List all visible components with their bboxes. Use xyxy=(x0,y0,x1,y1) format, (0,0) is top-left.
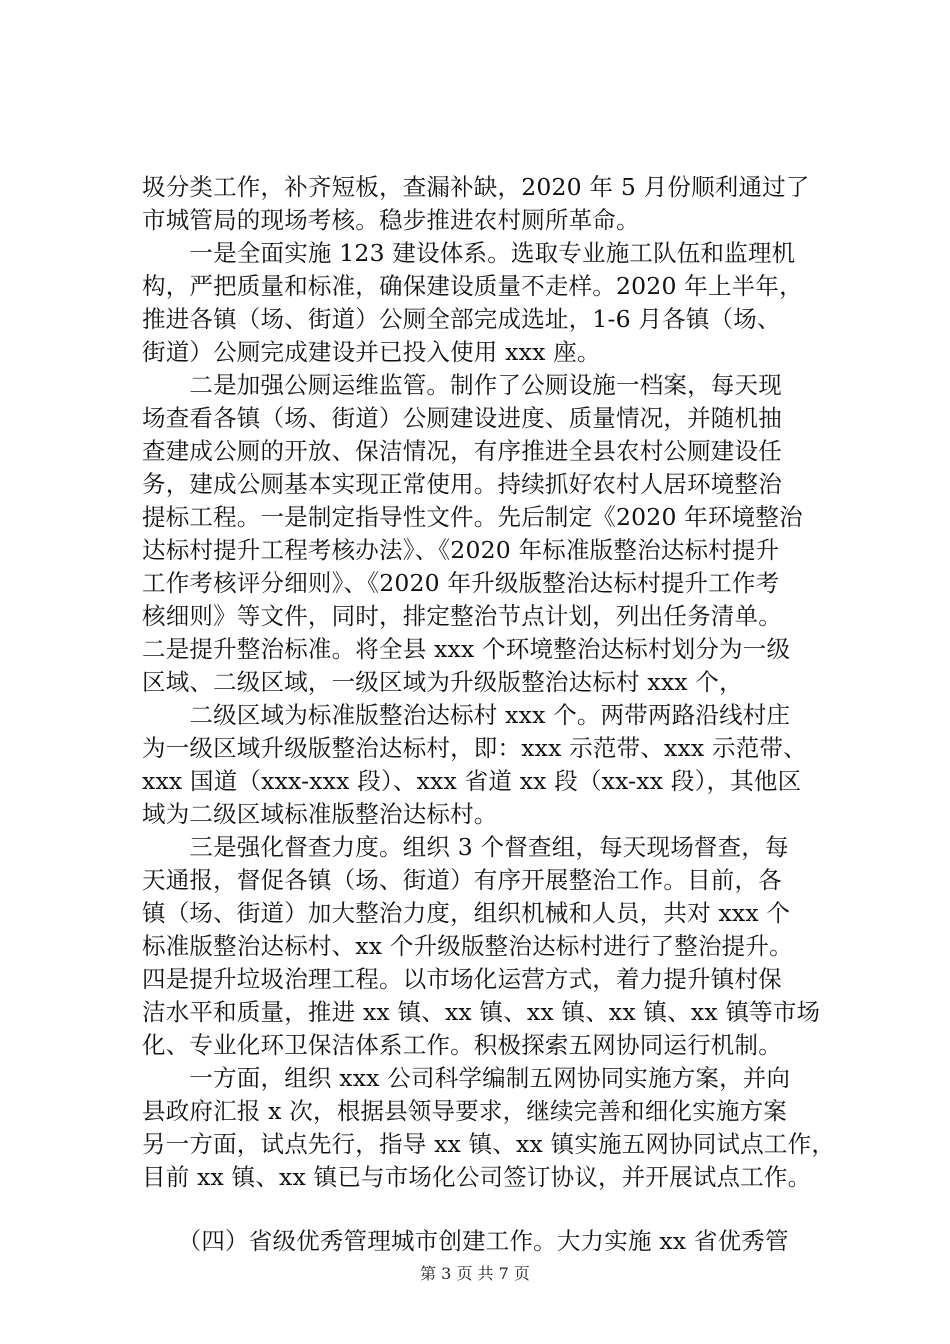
text-line: 区域、二级区域，一级区域为升级版整治达标村 xxx 个， xyxy=(142,668,743,696)
text-line: 一是全面实施 123 建设体系。选取专业施工队伍和监理机 xyxy=(142,239,796,267)
text-line: 一方面，组织 xxx 公司科学编制五网协同实施方案，并向 xyxy=(142,1064,791,1092)
text-line: 三是强化督查力度。组织 3 个督查组，每天现场督查，每 xyxy=(142,833,789,861)
text-line: 二级区域为标准版整治达标村 xxx 个。两带两路沿线村庄 xyxy=(142,701,791,729)
text-line: 构，严把质量和标准，确保建设质量不走样。2020 年上半年， xyxy=(142,272,803,300)
text-line: 为一级区域升级版整治达标村，即：xxx 示范带、xxx 示范带、 xyxy=(142,734,807,762)
text-line: 市城管局的现场考核。稳步推进农村厕所革命。 xyxy=(142,206,640,234)
text-line: 洁水平和质量，推进 xx 镇、xx 镇、xx 镇、xx 镇、xx 镇等市场 xyxy=(142,998,821,1026)
text-line: 另一方面，试点先行，指导 xx 镇、xx 镇实施五网协同试点工作， xyxy=(142,1130,836,1158)
text-line: 县政府汇报 x 次，根据县领导要求，继续完善和细化实施方案 xyxy=(142,1097,787,1125)
text-line: 镇（场、街道）加大整治力度，组织机械和人员，共对 xxx 个 xyxy=(142,899,791,927)
text-line: 圾分类工作，补齐短板，查漏补缺，2020 年 5 月份顺利通过了 xyxy=(142,173,810,201)
text-line: 提标工程。一是制定指导性文件。先后制定《2020 年环境整治 xyxy=(142,503,803,531)
page-footer: 第 3 页 共 7 页 xyxy=(420,1264,530,1283)
text-line: 街道）公厕完成建设并已投入使用 xxx 座。 xyxy=(142,338,601,366)
text-line: 二是提升整治标准。将全县 xxx 个环境整治达标村划分为一级 xyxy=(142,635,791,663)
section-heading: （四）省级优秀管理城市创建工作。大力实施 xx 省优秀管 xyxy=(142,1227,789,1255)
text-line: 场查看各镇（场、街道）公厕建设进度、质量情况，并随机抽 xyxy=(142,404,782,432)
text-line: 工作考核评分细则》、《2020 年升级版整治达标村提升工作考 xyxy=(142,569,780,597)
text-line: 达标村提升工程考核办法》、《2020 年标准版整治达标村提升 xyxy=(142,536,780,564)
text-line: 二是加强公厕运维监管。制作了公厕设施一档案，每天现 xyxy=(142,371,782,399)
text-line: 目前 xx 镇、xx 镇已与市场化公司签订协议，并开展试点工作。 xyxy=(142,1163,812,1191)
document-body xyxy=(142,171,842,1258)
text-line: 天通报，督促各镇（场、街道）有序开展整治工作。目前，各 xyxy=(142,866,782,894)
text-line: 推进各镇（场、街道）公厕全部完成选址，1-6 月各镇（场、 xyxy=(142,305,781,333)
text-line: 化、专业化环卫保洁体系工作。积极探索五网协同运行机制。 xyxy=(142,1031,782,1059)
text-line: 核细则》等文件，同时，排定整治节点计划，列出任务清单。 xyxy=(142,602,782,630)
text-line: 域为二级区域标准版整治达标村。 xyxy=(142,800,498,828)
text-line: 四是提升垃圾治理工程。以市场化运营方式，着力提升镇村保 xyxy=(142,965,782,993)
text-line: 标准版整治达标村、xx 个升级版整治达标村进行了整治提升。 xyxy=(142,932,793,960)
text-line: xxx 国道（xxx-xxx 段）、xxx 省道 xx 段（xx-xx 段），其他区 xyxy=(142,767,802,795)
paragraph-gap xyxy=(142,1194,842,1225)
text-line: 查建成公厕的开放、保洁情况，有序推进全县农村公厕建设任 xyxy=(142,437,782,465)
text-line: 务，建成公厕基本实现正常使用。持续抓好农村人居环境整治 xyxy=(142,470,782,498)
